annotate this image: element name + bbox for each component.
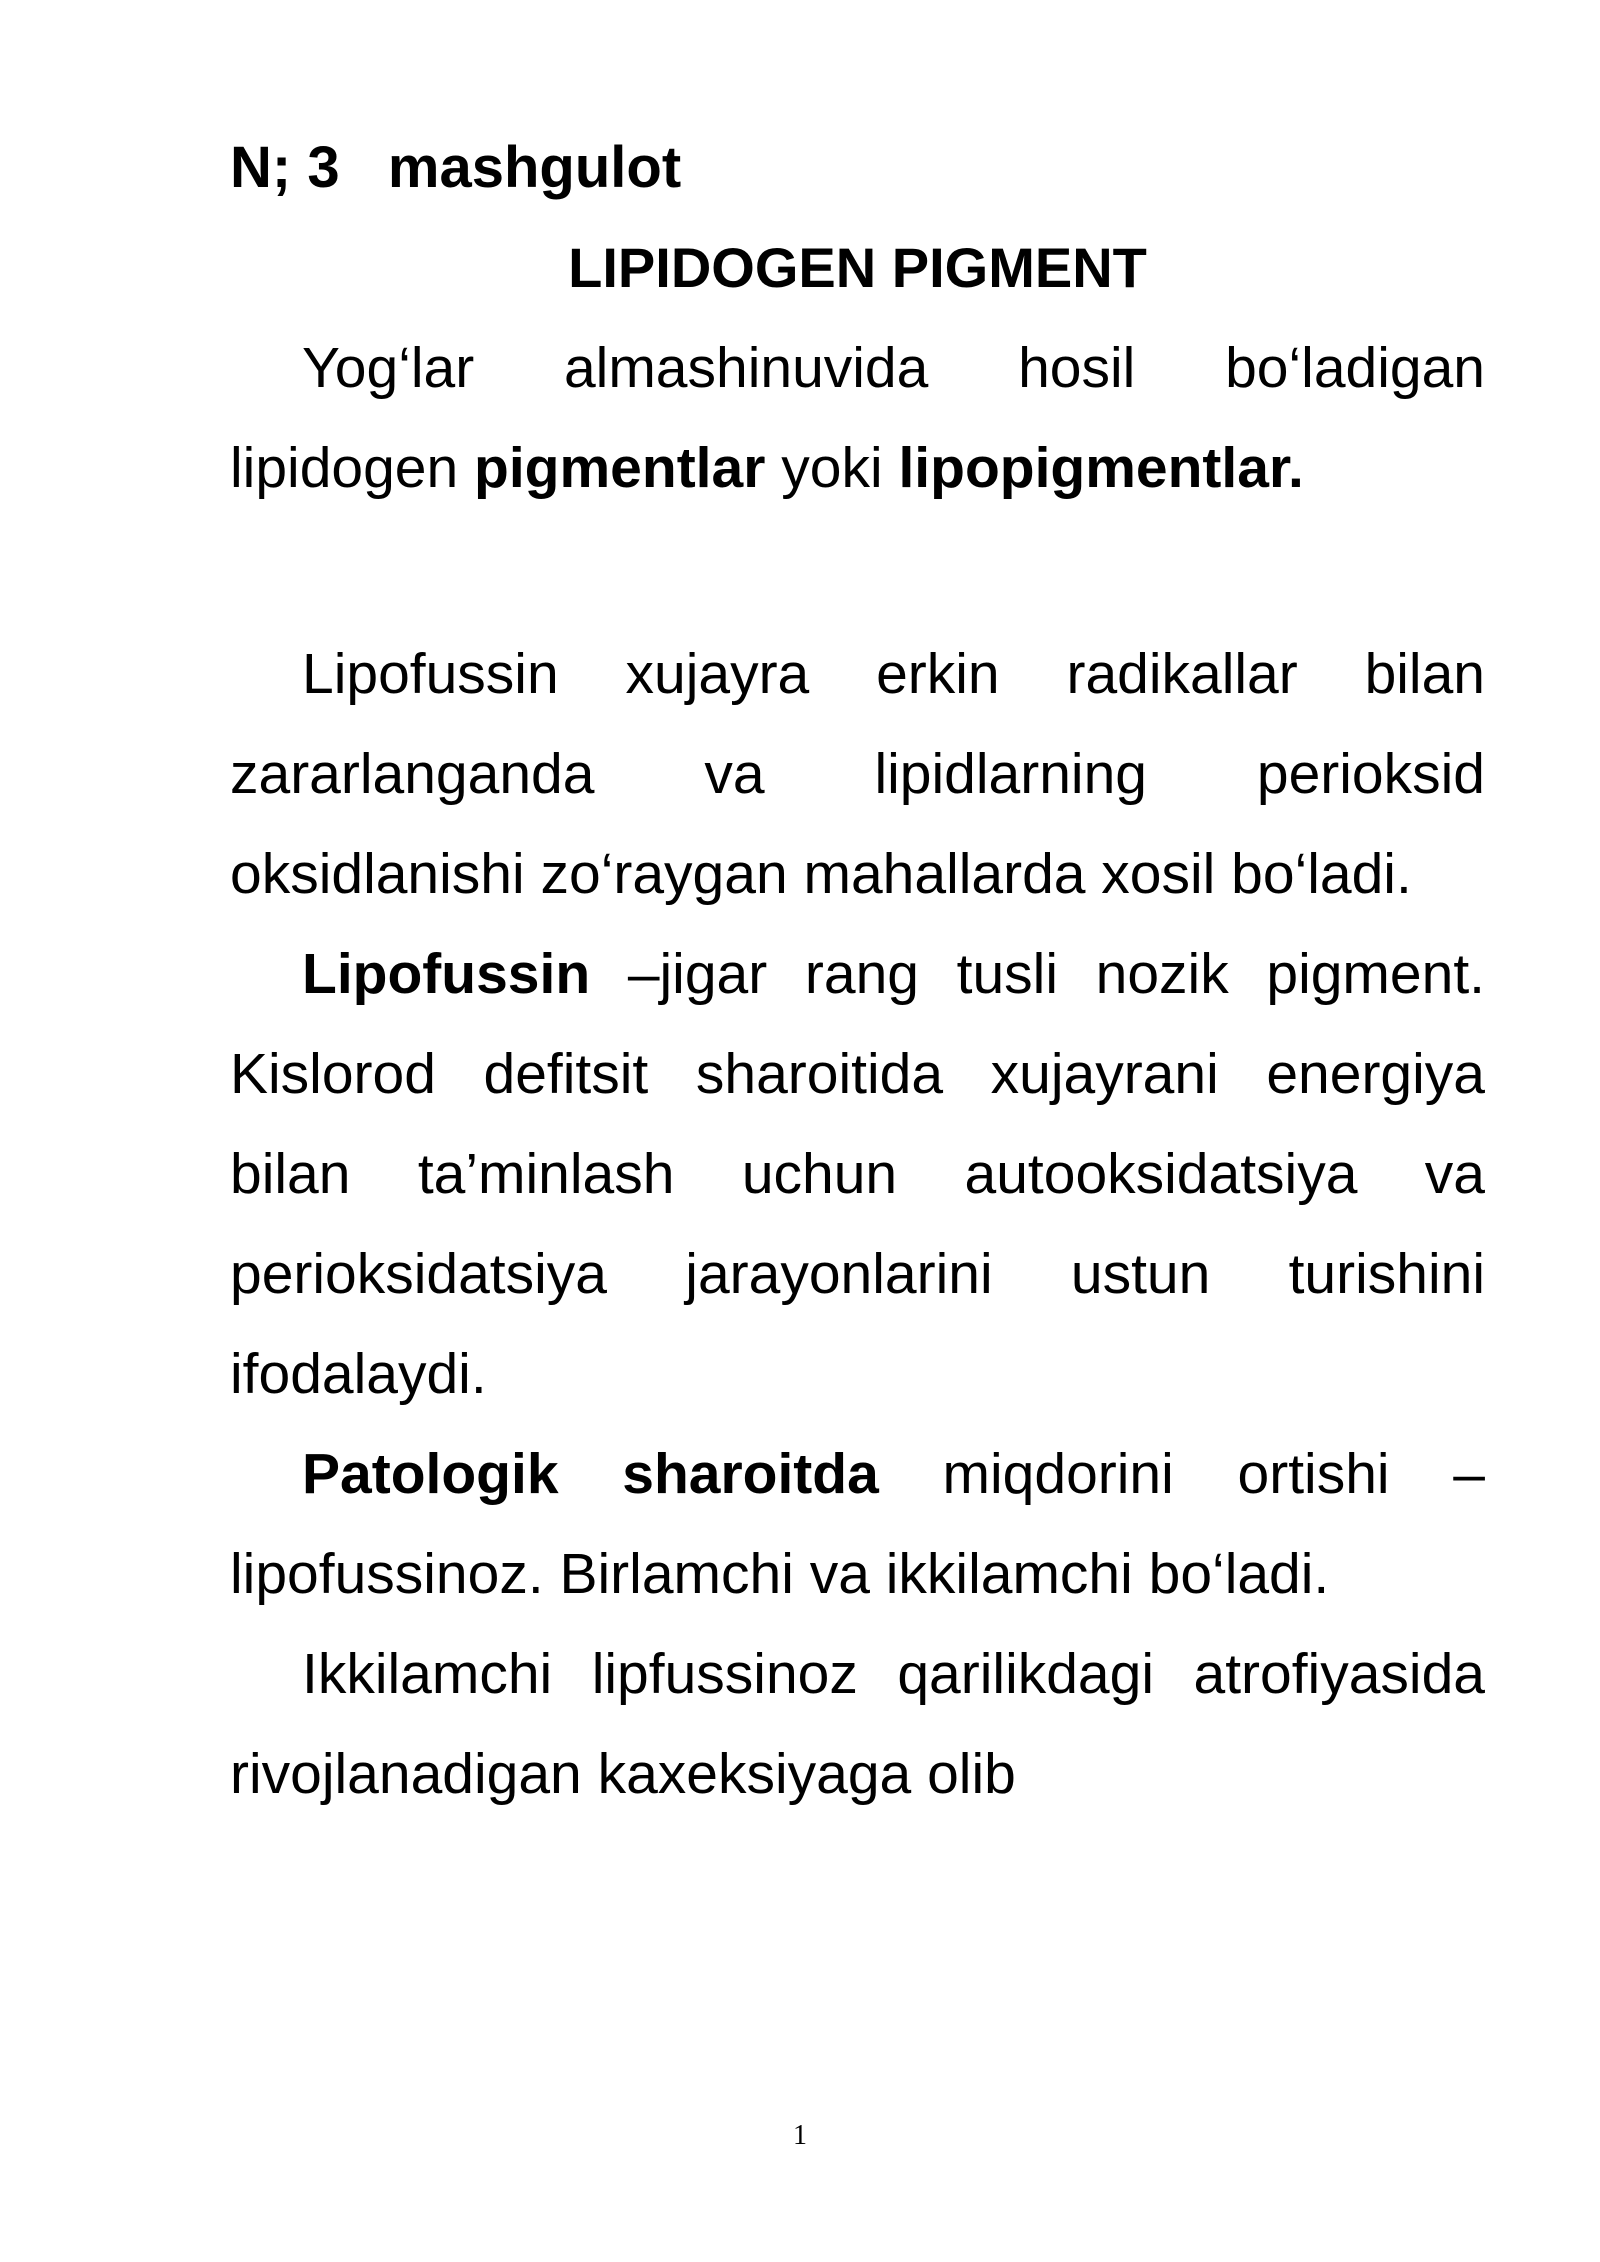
paragraph-4-bold-patologik: Patologik sharoitda xyxy=(302,1442,879,1506)
paragraph-2-text: Lipofussin xujayra erkin radikallar bilan zararlanganda va lipidlarning perioksid oksidlanishi zo‘raygan mahallarda xosil bo‘ladi. xyxy=(230,642,1485,906)
paragraph-1 xyxy=(230,318,1485,518)
paragraph-1-text-c: yoki xyxy=(765,436,899,500)
paragraph-3-text: –jigar rang tusli nozik pigment. Kislorod defitsit sharoitida xujayrani energiya bilan ta’minlash uchun autooksidatsiya va perioksidatsiya jarayonlarini ustun turishini ifodalaydi. xyxy=(230,942,1485,1406)
page-number: 1 xyxy=(793,2120,807,2151)
paragraph-1-bold-pigmentlar: pigmentlar xyxy=(474,436,766,500)
paragraph-5 xyxy=(230,1624,1485,1824)
paragraph-gap xyxy=(230,518,1485,624)
paragraph-4 xyxy=(230,1424,1485,1624)
paragraph-5-text: Ikkilamchi lipfussinoz qarilikdagi atrofiyasida rivojlanadigan kaxeksiyaga olib xyxy=(230,1642,1485,1806)
document-title: LIPIDOGEN PIGMENT xyxy=(568,236,1147,299)
paragraph-3-bold-lipofussin: Lipofussin xyxy=(302,942,591,1006)
paragraph-1-bold-lipopigmentlar: lipopigmentlar. xyxy=(898,436,1304,500)
paragraph-1-text-a: Yog‘lar almashinuvida hosil bo‘ladigan lipidogen xyxy=(230,336,1485,500)
paragraph-4-text: miqdorini ortishi – lipofussinoz. Birlamchi va ikkilamchi bo‘ladi. xyxy=(230,1442,1485,1606)
lesson-heading: N; 3 mashgulot xyxy=(230,135,682,200)
document-body xyxy=(230,118,1485,1824)
paragraph-3 xyxy=(230,924,1485,1424)
paragraph-2 xyxy=(230,624,1485,924)
